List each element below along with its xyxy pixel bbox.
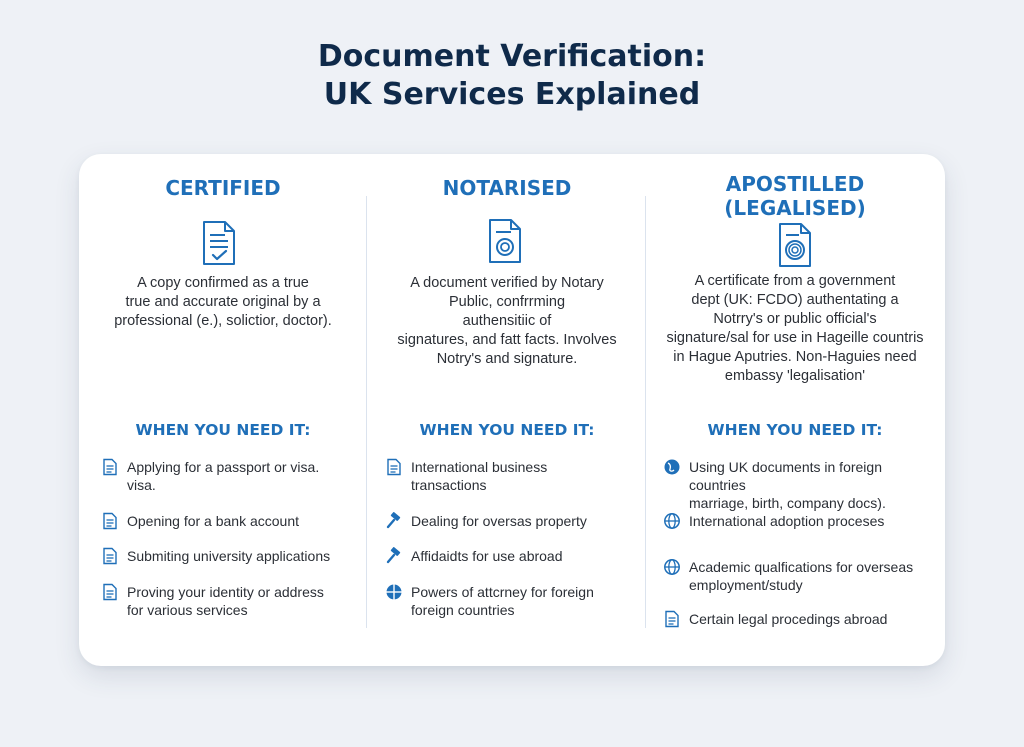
list-item: Opening for a bank account <box>101 512 355 530</box>
list-item: Academic qualfications for overseas employment/study <box>663 558 935 594</box>
certified-document-icon <box>201 220 237 266</box>
gavel-icon <box>385 512 403 530</box>
column-certified <box>91 154 355 666</box>
when-you-need-it-heading: WHEN YOU NEED IT: <box>707 421 883 439</box>
column-title-apostilled: APOSTILLED (LEGALISED) <box>724 172 866 220</box>
document-icon <box>663 610 681 628</box>
list-item: Proving your identity or address for various services <box>101 583 355 619</box>
page-title-line-2: UK Services Explained <box>323 77 701 112</box>
column-description-apostilled: A certificate from a government dept (UK: FCDO) authentating a Notrry's or public official's signature/sal for use in Hageille countris in Hague Aputries. Non-Haguies need embassy 'legalisation' <box>666 273 924 384</box>
column-description-notarised: A document verified by Notary Public, confrrming authensitiic of signatures, and fatt facts. Involves Notry's and signature. <box>397 275 617 367</box>
column-divider <box>366 196 367 628</box>
column-title-certified: CERTIFIED <box>165 176 281 200</box>
list-item: International business transactions <box>385 458 639 494</box>
globe-icon <box>663 558 681 576</box>
gavel-icon <box>385 547 403 565</box>
list-item: Affidaidts for use abroad <box>385 547 639 565</box>
column-description-certified: A copy confirmed as a true true and accurate original by a professional (e.), solictior, doctor). <box>114 275 332 329</box>
notarised-document-icon <box>487 218 523 264</box>
services-card <box>79 154 945 666</box>
document-icon <box>101 512 119 530</box>
when-you-need-it-heading: WHEN YOU NEED IT: <box>419 421 595 439</box>
list-item: Certain legal procedings abroad <box>663 610 935 628</box>
document-icon <box>101 547 119 565</box>
globe-icon <box>385 583 403 601</box>
list-item: Applying for a passport or visa. visa. <box>101 458 355 494</box>
document-icon <box>385 458 403 476</box>
column-divider <box>645 196 646 628</box>
page-title <box>0 38 1024 114</box>
list-item: Using UK documents in foreign countries marriage, birth, company docs). <box>663 458 935 512</box>
list-item: Dealing for oversas property <box>385 512 639 530</box>
globe-icon <box>663 512 681 530</box>
document-icon <box>101 583 119 601</box>
globe-icon <box>663 458 681 476</box>
column-apostilled <box>655 154 935 666</box>
document-icon <box>101 458 119 476</box>
column-title-notarised: NOTARISED <box>442 176 572 200</box>
when-you-need-it-heading: WHEN YOU NEED IT: <box>135 421 311 439</box>
list-item: International adoption proceses <box>663 512 935 530</box>
list-item: Submiting university applications <box>101 547 355 565</box>
apostille-document-icon <box>777 222 813 268</box>
page-title-line-1: Document Verification: <box>317 39 707 74</box>
list-item: Powers of attcrney for foreign foreign countries <box>385 583 639 619</box>
column-notarised <box>375 154 639 666</box>
